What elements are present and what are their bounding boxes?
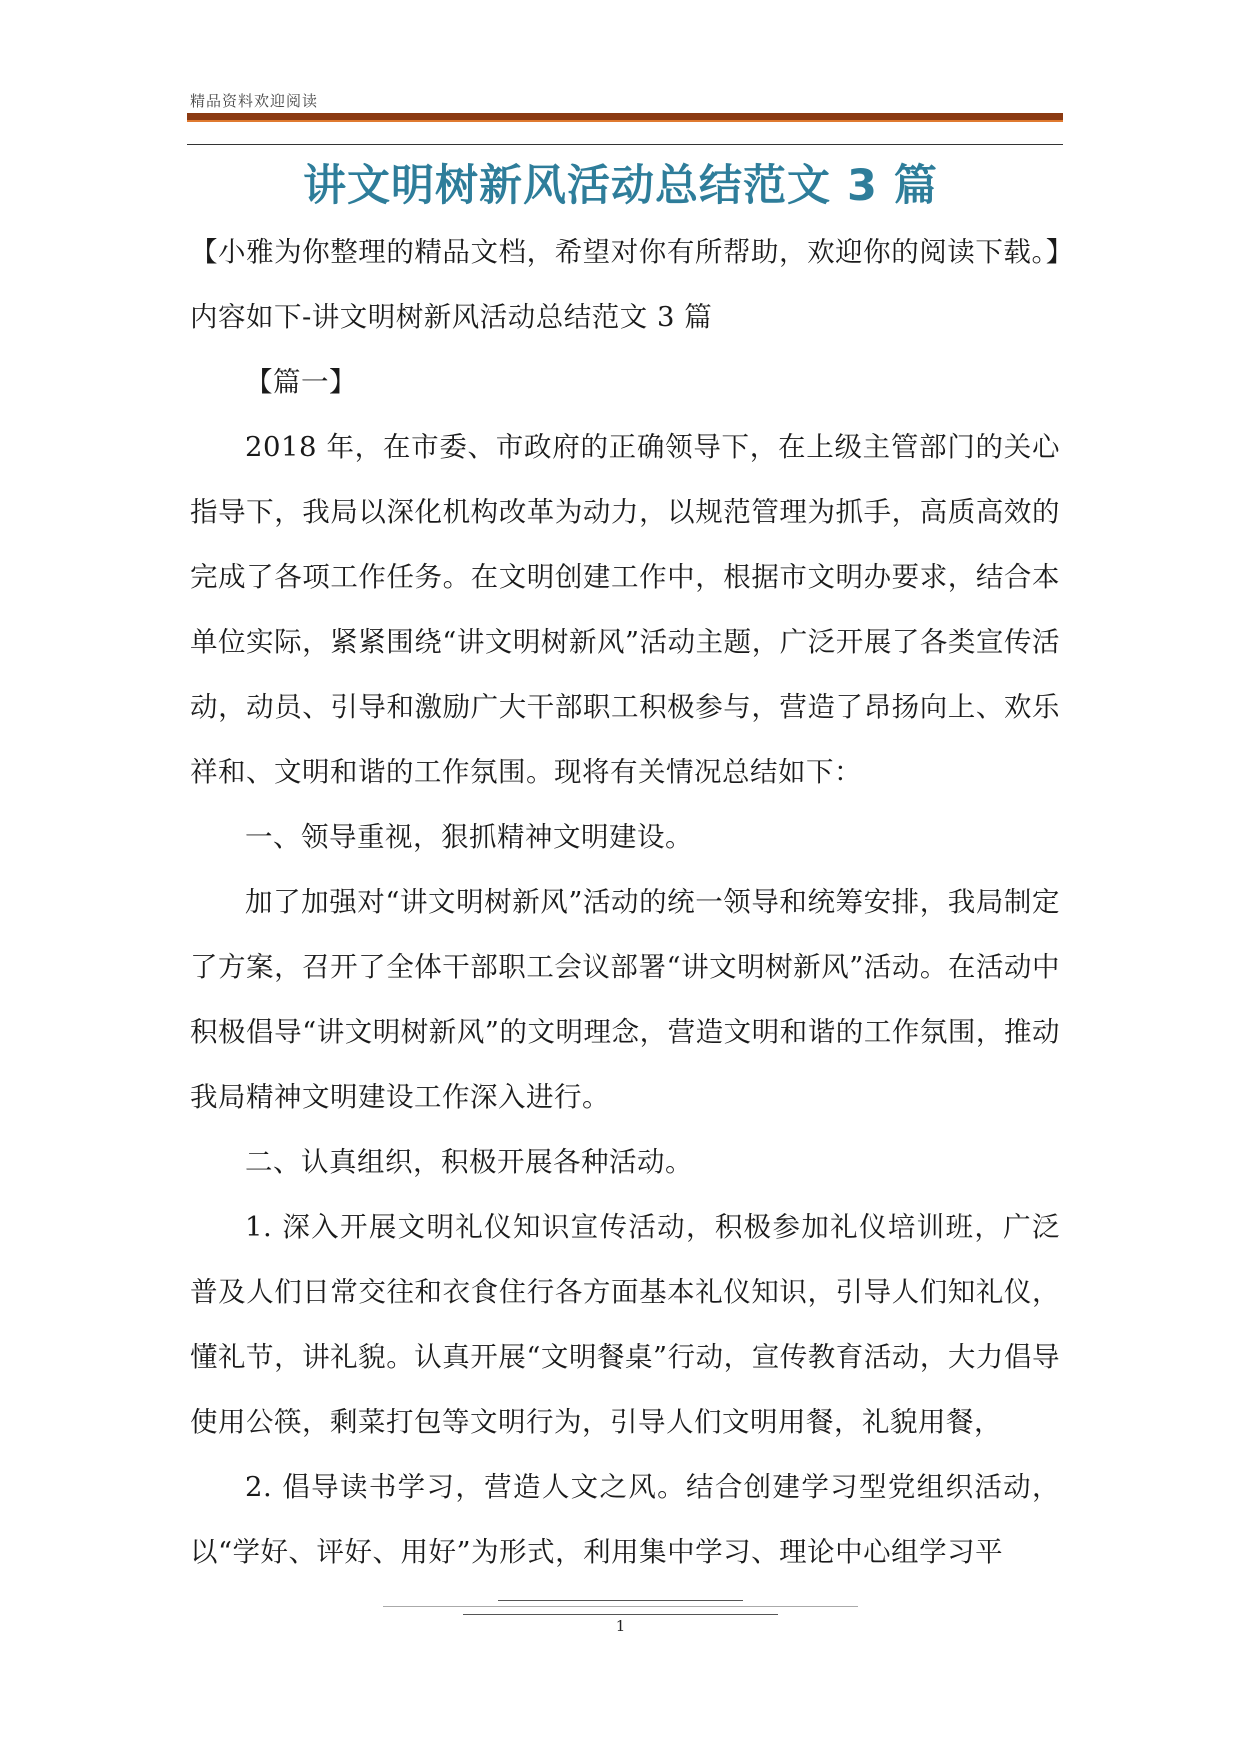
header-rule-thick [187,113,1063,120]
header-rule-thin [187,144,1063,145]
heading-paragraph: 一、领导重视，狠抓精神文明建设。 [245,821,693,853]
heading-paragraph: 二、认真组织，积极开展各种活动。 [245,1146,693,1178]
body-paragraph: 2. 倡导读书学习，营造人文之风。结合创建学习型党组织活动，以“学好、评好、用好”为形式，利用集中学习、理论中心组学习平 [190,1471,1060,1568]
body-paragraph: 加了加强对“讲文明树新风”活动的统一领导和统筹安排，我局制定了方案，召开了全体干部职工会议部署“讲文明树新风”活动。在活动中积极倡导“讲文明树新风”的文明理念，营造文明和谐的工作氛围，推动我局精神文明建设工作深入进行。 [190,886,1060,1113]
running-header: 精品资料欢迎阅读 [190,92,319,110]
body-paragraph: 2018 年，在市委、市政府的正确领导下，在上级主管部门的关心指导下，我局以深化机构改革为动力，以规范管理为抓手，高质高效的完成了各项工作任务。在文明创建工作中，根据市文明办要求，结合本单位实际，紧紧围绕“讲文明树新风”活动主题，广泛开展了各类宣传活动，动员、引导和激励广大干部职工积极参与，营造了昂扬向上、欢乐祥和、文明和谐的工作氛围。现将有关情况总结如下： [190,431,1060,788]
footer-rule [463,1614,778,1615]
header-rule-accent [187,120,1063,122]
document-body [190,220,1060,1585]
intro-paragraph: 【小雅为你整理的精品文档，希望对你有所帮助，欢迎你的阅读下载。】内容如下-讲文明树新风活动总结范文 3 篇 [190,236,1060,333]
section-label: 【篇一】 [245,366,357,398]
body-paragraph: 1. 深入开展文明礼仪知识宣传活动，积极参加礼仪培训班，广泛普及人们日常交往和衣食住行各方面基本礼仪知识，引导人们知礼仪，懂礼节，讲礼貌。认真开展“文明餐桌”行动，宣传教育活动，大力倡导使用公筷，剩菜打包等文明行为，引导人们文明用餐，礼貌用餐， [190,1211,1060,1438]
footer-rule [383,1606,858,1607]
footer-rule [498,1600,743,1601]
page-number: 1 [615,1617,626,1635]
document-title: 讲文明树新风活动总结范文 3 篇 [303,161,938,211]
